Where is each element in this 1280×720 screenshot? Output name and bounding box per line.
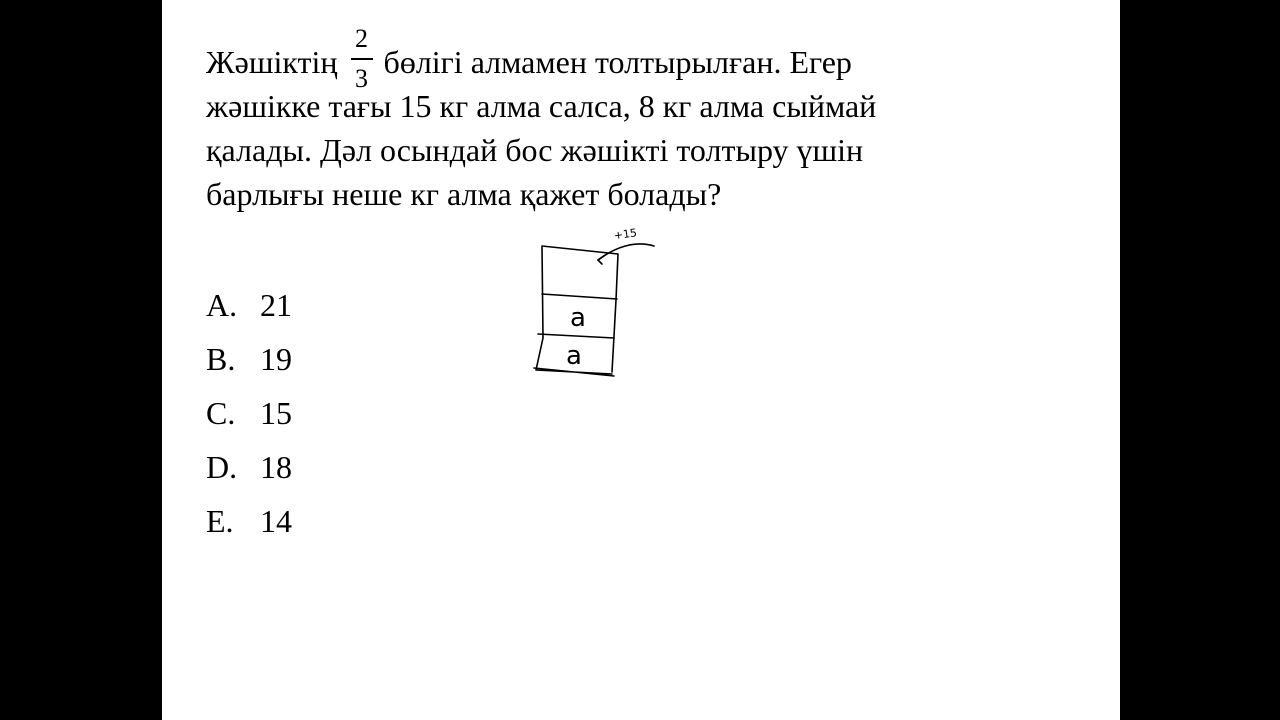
option-value: 14 <box>260 503 292 539</box>
option-value: 18 <box>260 449 292 485</box>
fraction-numerator: 2 <box>355 24 369 53</box>
option-d[interactable] <box>206 445 292 499</box>
option-letter: A. <box>206 287 238 323</box>
handwritten-box-sketch <box>530 226 662 386</box>
arrow-head <box>598 256 604 264</box>
option-e[interactable] <box>206 499 292 553</box>
option-letter: E. <box>206 503 234 539</box>
question-line-2: жәшікке тағы 15 кг алма салса, 8 кг алма сыймай <box>206 88 877 124</box>
question-text <box>206 24 1106 216</box>
option-a[interactable] <box>206 283 292 337</box>
question-line-1 <box>206 24 1106 93</box>
option-letter: C. <box>206 395 236 431</box>
sketch-note: +15 <box>612 226 638 243</box>
question-line-1-start: Жәшіктің <box>206 44 338 80</box>
option-letter: B. <box>206 341 236 377</box>
option-value: 15 <box>260 395 292 431</box>
option-letter: D. <box>206 449 238 485</box>
box-divider-2 <box>538 334 614 338</box>
question-line-3: қалады. Дәл осындай бос жәшікті толтыру үшін <box>206 132 864 168</box>
option-b[interactable] <box>206 337 292 391</box>
slide <box>162 0 1120 720</box>
option-c[interactable] <box>206 391 292 445</box>
fraction-denominator: 3 <box>355 64 369 93</box>
answer-options <box>206 283 292 553</box>
fraction-bar <box>351 58 373 60</box>
box-label-2: a <box>566 341 582 371</box>
box-label-1: a <box>570 303 586 333</box>
question-line-1-end: бөлігі алмамен толтырылған. Егер <box>383 44 852 80</box>
box-divider-1 <box>542 294 617 299</box>
fraction-two-thirds <box>350 24 374 93</box>
option-value: 19 <box>260 341 292 377</box>
option-value: 21 <box>260 287 292 323</box>
question-line-4: барлығы неше кг алма қажет болады? <box>206 176 722 212</box>
